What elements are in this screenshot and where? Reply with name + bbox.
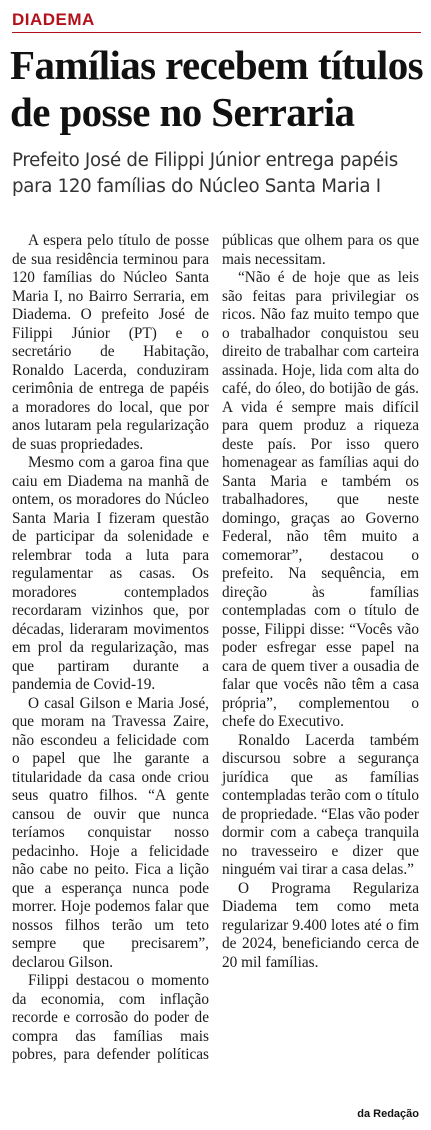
author-credit: da Redação: [357, 1108, 419, 1120]
headline: Famílias recebem títulos de posse no Serraria: [10, 42, 423, 135]
paragraph: Mesmo com a garoa fina que caiu em Diadema na manhã de ontem, os moradores do Núcleo Santa Maria I fizeram questão de participar da solenidade e relembrar toda a luta para regulamentar as casas. Os moradores contemplados recordaram vizinhos que, por décadas, lideraram movimentos em prol da regularização, mas que partiram durante a pandemia de Covid-19.: [12, 454, 209, 693]
paragraph: Ronaldo Lacerda também discursou sobre a segurança jurídica que as famílias contempladas terão com o título de propriedade. “Elas vão poder dormir com a cabeça tranquila no travesseiro e dizer que ninguém vai tirar a casa delas.”: [222, 731, 419, 878]
paragraph: A espera pelo título de posse de sua residência terminou para 120 famílias do Núcleo Santa Maria I, no Bairro Serraria, em Diadema. O prefeito José de Filippi Júnior (PT) e o secretário de Habitação, Ronaldo Lacerda, conduziram cerimônia de entrega de papéis a moradores do local, que por anos lutaram pela regularização de suas propriedades.: [12, 232, 209, 453]
paragraph: Filippi destacou o momento da economia, com inflação recorde e corrosão do poder de compra das famílias mais pobres, para defender políticas públicas que olhem para os que mais necessitam.: [12, 232, 419, 1063]
paragraph: “Não é de hoje que as leis são feitas para privilegiar os ricos. Não faz muito tempo que o trabalhador conquistou seu direito de trabalhar com carteira assinada. Hoje, lida com alta do café, do óleo, do botijão de gás. A vida é sempre mais difícil para quem produz a riqueza deste país. Por isso quero homenagear as famílias aqui do Santa Maria e também os trabalhadores, que neste domingo, graças ao Governo Federal, não têm muito a comemorar”, destacou o prefeito. Na sequência, em direção às famílias contempladas com o título de posse, Filippi disse: “Vocês vão poder esfregar esse papel na cara de quem tiver a ousadia de falar que vocês não têm a casa própria”, complementou o chefe do Executivo.: [222, 269, 419, 730]
paragraph: O casal Gilson e Maria José, que moram na Travessa Zaire, não escondeu a felicidade com o papel que lhe garante a titularidade da casa onde criou seus quatro filhos. “A gente cansou de ouvir que nunca teríamos conquistar nosso pedacinho. Hoje a felicidade não cabe no peito. Fica a lição que a esperança nunca pode morrer. Hoje podemos falar que nossos filhos terão um teto sempre que precisarem”, declarou Gilson.: [12, 694, 209, 971]
subheadline: Prefeito José de Filippi Júnior entrega papéis para 120 famílias do Núcleo Santa Maria I: [12, 150, 398, 197]
section-label: DIADEMA: [12, 10, 95, 29]
paragraph: O Programa Regulariza Diadema tem como meta regularizar 9.400 lotes até o fim de 2024, beneficiando cerca de 20 mil famílias.: [222, 879, 419, 971]
section-divider: [12, 32, 421, 33]
article-body: [12, 232, 419, 1100]
